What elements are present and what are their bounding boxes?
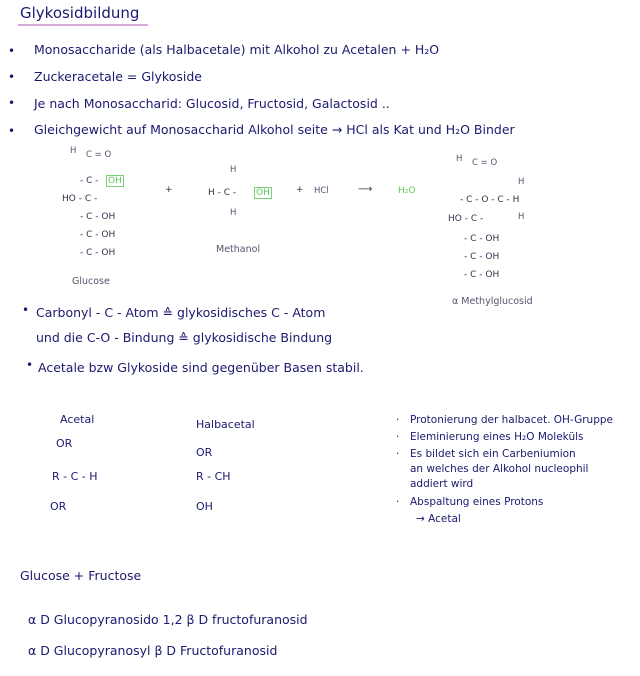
glucose-oh-highlight: OH — [108, 176, 122, 186]
bullet-monosaccharide: Monosaccharide (als Halbacetale) mit Alkohol zu Acetalen + H₂O — [34, 42, 440, 57]
bullet-dot: • — [8, 96, 16, 110]
plus-sign: + — [165, 185, 173, 195]
methylglucosid-caption: α Methylglucosid — [452, 296, 533, 307]
halbacetal-label: Halbacetal — [196, 418, 255, 431]
methylglucosid-row4: - C - OH — [464, 252, 500, 262]
glucose-row3: - C - OH — [80, 212, 116, 222]
halbacetal-mid: R - CH — [196, 470, 231, 483]
methylglucosid-top-h: H — [518, 177, 525, 187]
acetal-top: OR — [56, 437, 73, 450]
mechanism-step-2: Eleminierung eines H₂O Moleküls — [410, 431, 584, 443]
bullet-dot: • — [8, 44, 16, 58]
bullet-gleichgewicht: Gleichgewicht auf Monosaccharid Alkohol seite → HCl als Kat und H₂O Binder — [34, 122, 515, 137]
glucose-fructose-heading: Glucose + Fructose — [20, 568, 142, 583]
bullet-dot: · — [396, 414, 400, 426]
bullet-dot: · — [396, 431, 400, 443]
methanol-caption: Methanol — [216, 244, 261, 255]
bullet-je-nach: Je nach Monosaccharid: Glucosid, Fructosid, Galactosid .. — [34, 96, 390, 111]
disaccharide-name-2: α D Glucopyranosyl β D Fructofuranosid — [28, 643, 278, 658]
bullet-dot: • — [26, 358, 34, 372]
water-product: H₂O — [398, 186, 416, 196]
glucose-row4: - C - OH — [80, 230, 116, 240]
catalyst-hcl: HCl — [314, 186, 329, 196]
methanol-row: H - C - — [208, 188, 237, 198]
methanol-top-h: H — [230, 165, 237, 175]
acetal-mid: R - C - H — [52, 470, 98, 483]
bullet-zuckeracetale: Zuckeracetale = Glykoside — [34, 69, 202, 84]
mechanism-step-3a: Es bildet sich ein Carbeniumion — [410, 448, 576, 460]
glucose-row1: - C - — [80, 176, 99, 186]
reaction-arrow: ⟶ — [358, 184, 373, 195]
methylglucosid-row1: - C - O - C - H — [460, 195, 520, 205]
page-title: Glykosidbildung — [20, 4, 140, 22]
methylglucosid-aldehyde: C = O — [472, 158, 498, 168]
methylglucosid-bottom-h: H — [518, 212, 525, 222]
acetal-stable-line: Acetale bzw Glykoside sind gegenüber Basen stabil. — [38, 360, 364, 375]
methanol-oh-highlight: OH — [256, 188, 270, 198]
title-underline — [18, 24, 148, 26]
halbacetal-bottom: OH — [196, 500, 213, 513]
methylglucosid-h: H — [456, 154, 463, 164]
glucose-caption: Glucose — [72, 276, 110, 287]
bullet-dot: • — [8, 70, 16, 84]
carbonyl-line-2: und die C-O - Bindung ≙ glykosidische Bindung — [36, 330, 333, 345]
bullet-dot: • — [8, 124, 16, 138]
disaccharide-name-1: α D Glucopyranosido 1,2 β D fructofuranosid — [28, 612, 308, 627]
acetal-bottom: OR — [50, 500, 67, 513]
mechanism-step-1: Protonierung der halbacet. OH-Gruppe — [410, 414, 614, 426]
glucose-row5: - C - OH — [80, 248, 116, 258]
bullet-dot: · — [396, 496, 400, 508]
glucose-aldehyde: C = O — [86, 150, 112, 160]
mechanism-step-3b: an welches der Alkohol nucleophil — [410, 463, 589, 475]
methylglucosid-row3: - C - OH — [464, 234, 500, 244]
acetal-label: Acetal — [60, 413, 95, 426]
methanol-bottom-h: H — [230, 208, 237, 218]
carbonyl-line-1: Carbonyl - C - Atom ≙ glykosidisches C - Atom — [36, 305, 326, 320]
glucose-row2: HO - C - — [62, 194, 98, 204]
plus-sign: + — [296, 185, 304, 195]
halbacetal-top: OR — [196, 446, 213, 459]
bullet-dot: · — [396, 448, 400, 460]
mechanism-step-3c: addiert wird — [410, 478, 474, 490]
bullet-dot: • — [22, 303, 30, 317]
methylglucosid-row2: HO - C - — [448, 214, 484, 224]
mechanism-step-4: Abspaltung eines Protons — [410, 496, 544, 508]
methylglucosid-row5: - C - OH — [464, 270, 500, 280]
mechanism-result: → Acetal — [416, 513, 461, 525]
glucose-h: H — [70, 146, 77, 156]
